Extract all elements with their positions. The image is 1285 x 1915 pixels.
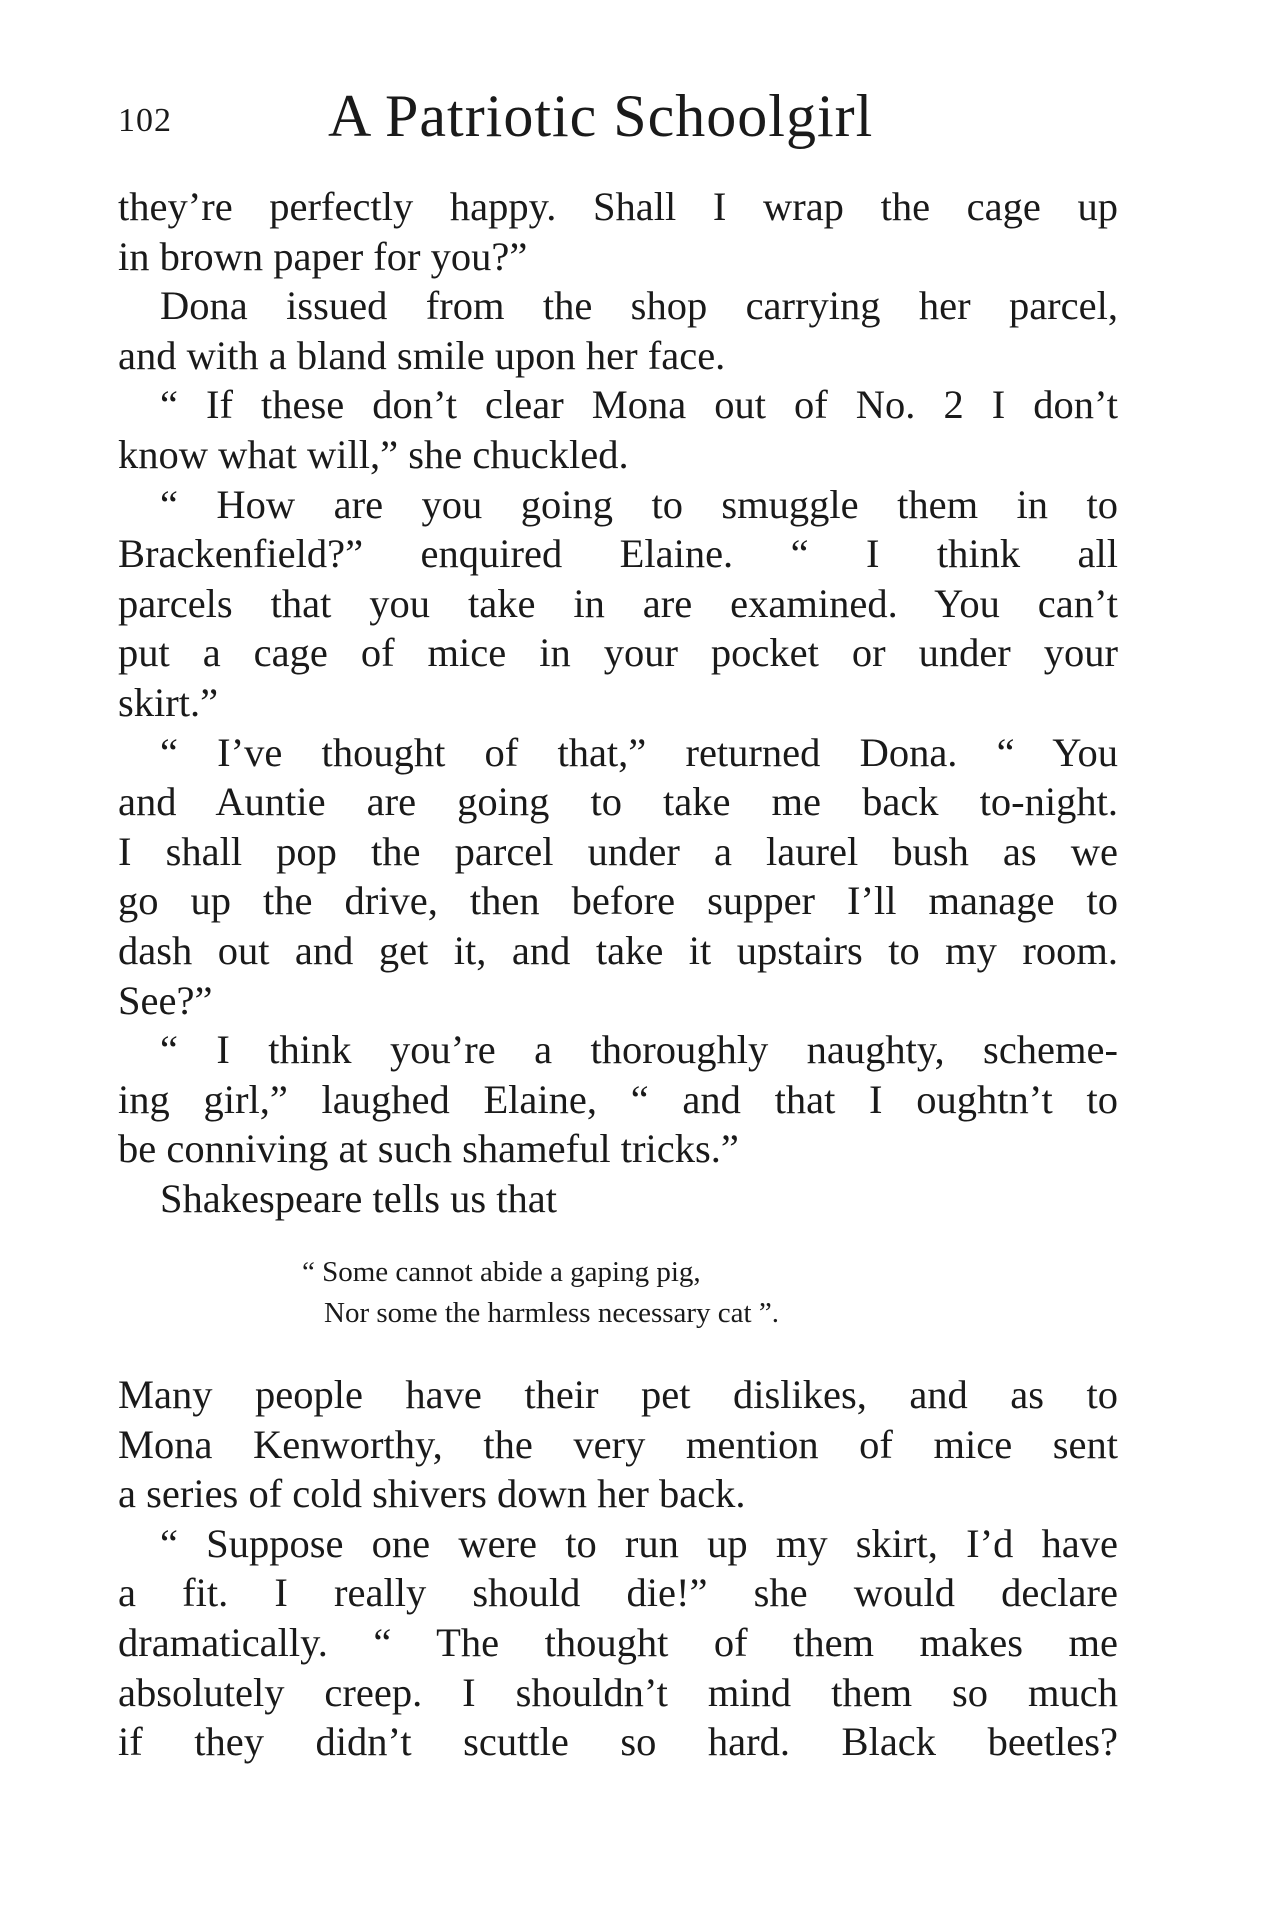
body-text-before-verse: [118, 182, 1118, 1223]
text-line: Mona Kenworthy, the very mention of mice sent: [118, 1421, 1118, 1467]
text-line: be conniving at such shameful tricks.”: [118, 1126, 739, 1172]
text-line: “ I’ve thought of that,” returned Dona. “ You: [160, 729, 1118, 775]
text-line: they’re perfectly happy. Shall I wrap the cage up: [118, 184, 1118, 229]
text-line: Brackenfield?” enquired Elaine. “ I think all: [118, 531, 1118, 577]
body-text-after-verse: [118, 1370, 1118, 1767]
text-line: Dona issued from the shop carrying her parcel,: [160, 283, 1118, 329]
text-line: a series of cold shivers down her back.: [118, 1471, 746, 1517]
text-line: skirt.”: [118, 679, 219, 725]
text-line: I shall pop the parcel under a laurel bush as we: [118, 828, 1118, 874]
text-line: and with a bland smile upon her face.: [118, 332, 726, 378]
text-line: absolutely creep. I shouldn’t mind them so much: [118, 1669, 1118, 1715]
text-line: a fit. I really should die!” she would declare: [118, 1570, 1118, 1616]
text-line: “ If these don’t clear Mona out of No. 2 I don’t: [160, 382, 1118, 428]
page-number: 102: [118, 102, 172, 139]
text-line: Shakespeare tells us that: [160, 1175, 558, 1221]
text-line: if they didn’t scuttle so hard. Black beetles?: [118, 1719, 1118, 1765]
text-line: ing girl,” laughed Elaine, “ and that I oughtn’t to: [118, 1076, 1118, 1122]
text-line: dramatically. “ The thought of them makes me: [118, 1619, 1118, 1665]
text-line: “ Suppose one were to run up my skirt, I’d have: [160, 1520, 1118, 1566]
page-header: [118, 82, 1118, 162]
verse-line: “ Some cannot abide a gaping pig,: [302, 1256, 701, 1288]
text-line: know what will,” she chuckled.: [118, 431, 629, 477]
text-line: “ I think you’re a thoroughly naughty, scheme-: [160, 1027, 1118, 1073]
text-line: go up the drive, then before supper I’ll manage to: [118, 878, 1118, 924]
text-line: and Auntie are going to take me back to-night.: [118, 779, 1118, 825]
verse-quotation: [302, 1252, 779, 1334]
running-title: A Patriotic Schoolgirl: [328, 83, 874, 149]
verse-line: Nor some the harmless necessary cat ”.: [324, 1297, 779, 1329]
text-line: “ How are you going to smuggle them in to: [160, 481, 1118, 527]
text-line: Many people have their pet dislikes, and as to: [118, 1372, 1118, 1417]
text-line: See?”: [118, 977, 213, 1023]
text-line: dash out and get it, and take it upstairs to my room.: [118, 927, 1118, 973]
text-line: put a cage of mice in your pocket or under your: [118, 630, 1118, 676]
text-line: parcels that you take in are examined. You can’t: [118, 580, 1118, 626]
text-line: in brown paper for you?”: [118, 233, 528, 279]
